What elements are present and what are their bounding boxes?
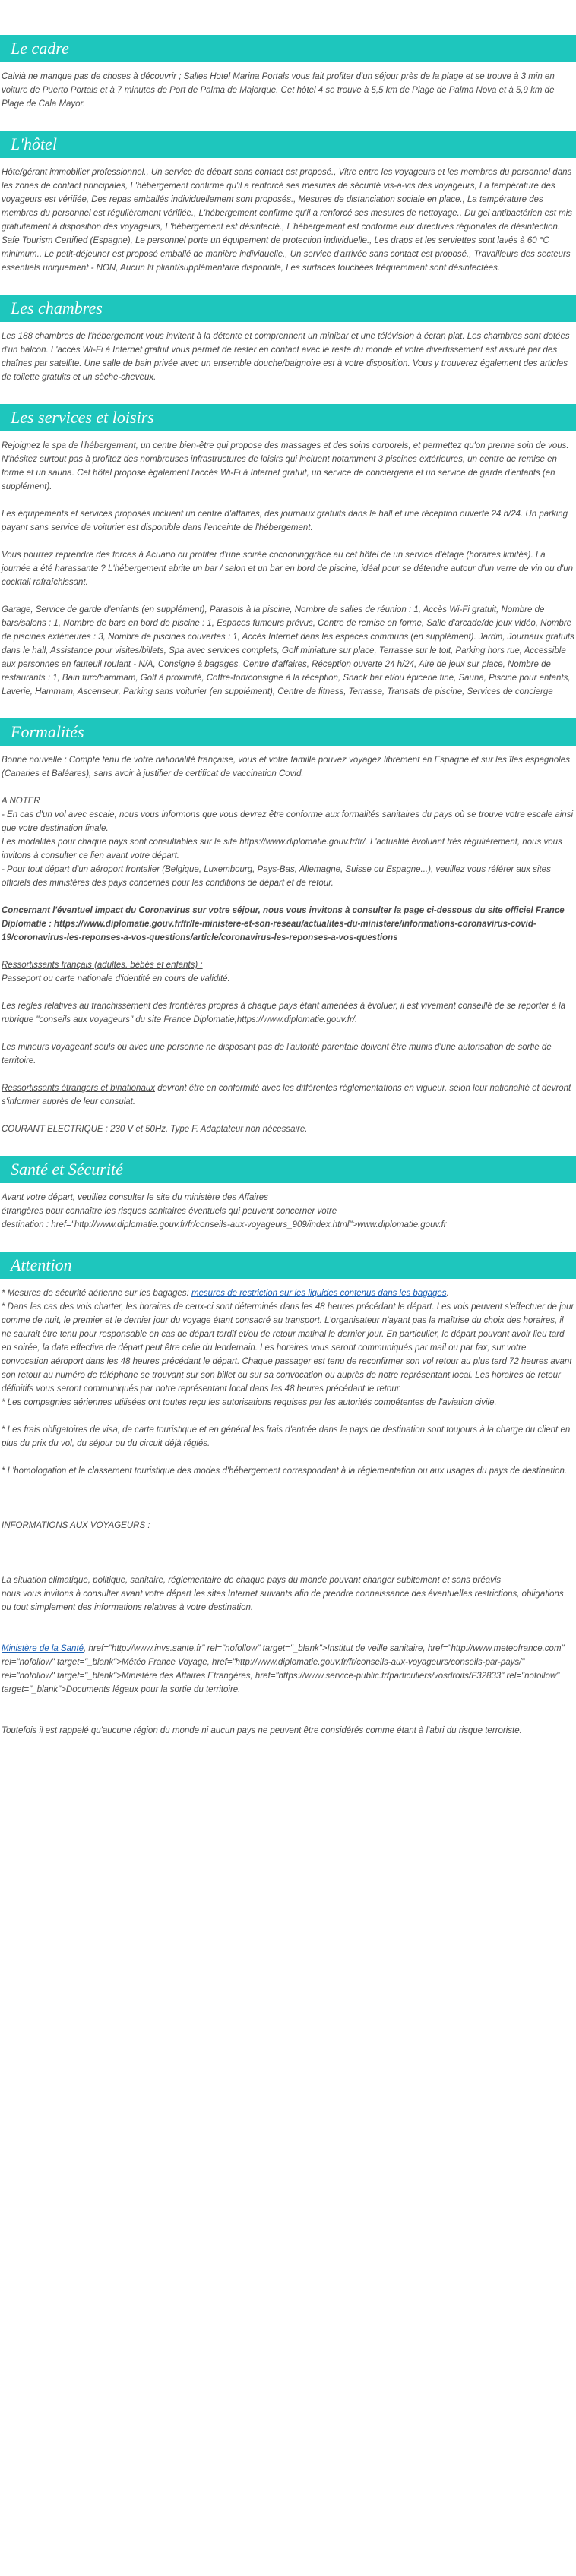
- attention-final-text: Toutefois il est rappelé qu'aucune région du monde ni aucun pays ne peuvent être considérés comme étant à l'abri du risque terroriste.: [2, 1726, 522, 1735]
- formalites-foreign-heading: Ressortissants étrangers et binationaux: [2, 1084, 155, 1093]
- page: [0, 35, 576, 1766]
- section-services: [0, 404, 576, 699]
- attention-visa-text: * Les frais obligatoires de visa, de carte touristique et en général les frais d'entrée dans le pays de destination sont toujours à la charge du client en plus du prix du vol, du séjour ou du circuit déjà réglés.: [2, 1425, 571, 1448]
- spacer: [2, 1492, 574, 1519]
- liquids-restriction-link[interactable]: mesures de restriction sur les liquides contenus dans les bagages: [191, 1289, 447, 1298]
- attention-airlines-text: * Les compagnies aériennes utilisées ont toutes reçu les autorisations requises par les autorités compétentes de l'aviation civile.: [2, 1398, 497, 1407]
- services-text-3: Vous pourrez reprendre des forces à Acuario ou profiter d'une soirée cocooninggrâce au cet hôtel de un service d'étage (horaires limités). La journée a été harassante ? L'hébergement abrite un bar / salon et un bar en bord de piscine, idéal pour se détendre autour d'un verre de vin ou d'un cocktail rafraîchissant.: [2, 551, 574, 587]
- formalites-border-text: Les règles relatives au franchissement des frontières propres à chaque pays étant amenées à évoluer, il est vivement conseillé de se reporter à la rubrique "conseils aux voyageurs" du site France Diplomatie,https://www.diplomatie.gouv.fr/.: [2, 1002, 566, 1024]
- section-title-hotel: L'hôtel: [0, 131, 576, 158]
- formalites-foreign: [2, 1081, 574, 1109]
- section-title-attention: Attention: [0, 1252, 576, 1279]
- section-hotel: [0, 131, 576, 275]
- section-title-services: Les services et loisirs: [0, 404, 576, 431]
- section-cadre: [0, 35, 576, 111]
- attention-luggage: [2, 1286, 574, 1300]
- attention-info-1: La situation climatique, politique, sanitaire, réglementaire de chaque pays du monde pouvant changer subitement et sans préavis: [2, 1576, 502, 1585]
- section-title-chambres: Les chambres: [0, 295, 576, 322]
- formalites-intro: Bonne nouvelle : Compte tenu de votre nationalité française, vous et votre famille pouvez voyagez librement en Espagne et sur les îles espagnoles (Canaries et Baléares), sans avoir à justifier de certificat de vaccination Covid.: [2, 756, 570, 778]
- formalites-note-2: Les modalités pour chaque pays sont consultables sur le site https://www.diplomatie.gouv.fr/fr/. L'actualité évoluant très régulièrement, nous vous invitons à consulter ce lien avant votre départ.: [2, 838, 562, 860]
- sante-line-2: étrangères pour connaître les risques sanitaires éventuels qui peuvent concerner votre: [2, 1207, 337, 1216]
- section-sante: [0, 1156, 576, 1232]
- hotel-text: Hôte/gérant immobilier professionnel., Un service de départ sans contact est proposé., Vitre entre les voyageurs et les membres du personnel dans les zones de contact principales, L'hébergement confirme qu'il a renforcé ses mesures de sécurité vis-à-vis des voyageurs, La température des voyageurs est vérifiée, Des repas emballés individuellement sont proposés., Mesures de distanciation sociale en place., La température des membres du personnel est régulièrement vérifiée., L'hébergement confirme qu'il a renforcé ses mesures de nettoyage., Du gel antibactérien est mis gratuitement à disposition des voyageurs, L'hébergement est désinfecté., L'hébergement est conforme aux directives régionales de désinfection. Safe Tourism Certified (Espagne), Le personnel porte un équipement de protection individuelle., Les draps et les serviettes sont lavés à 60 °C minimum., Le petit-déjeuner est proposé emballé de manière individuelle., Un service d'arrivée sans contact est proposé., Travailleurs des secteurs essentiels uniquement - NON, Aucun lit pliant/supplémentaire disponible, Les surfaces touchées fréquemment sont désinfectées.: [2, 168, 572, 273]
- formalites-minors-text: Les mineurs voyageant seuls ou avec une personne ne disposant pas de l'autorité parentale doivent être munis d'une autorisation de sortie de territoire.: [2, 1043, 552, 1065]
- chambres-text: Les 188 chambres de l'hébergement vous invitent à la détente et comprennent un minibar et une télévision à écran plat. Les chambres sont dotées d'un balcon. L'accès Wi-Fi à Internet gratuit vous permet de rester en contact avec le reste du monde et votre divertissement est assuré par des chaînes par satellite. Une salle de bain privée avec un ensemble douche/baignoire est à votre disposition. Vous y trouverez également des articles de toilette gratuits et un sèche-cheveux.: [2, 332, 570, 382]
- sante-line-3: destination : href="http://www.diplomatie.gouv.fr/fr/conseils-aux-voyageurs_909/index.html">www.diplomatie.gouv.fr: [2, 1220, 447, 1230]
- formalites-note-title: A NOTER: [2, 797, 40, 806]
- formalites-foreign-text: devront être en conformité avec les différentes réglementations en vigueur, selon leur nationalité et devront s'informer auprès de leur consulat.: [2, 1084, 571, 1106]
- formalites-note-1: - En cas d'un vol avec escale, nous vous informons que vous devrez être conforme aux formalités sanitaires du pays où se trouve votre escale ainsi que votre destination finale.: [2, 810, 573, 833]
- services-text-4: Garage, Service de garde d'enfants (en supplément), Parasols à la piscine, Nombre de salles de réunion : 1, Accès Wi-Fi gratuit, Nombre de bars/salons : 1, Nombre de bars en bord de piscine : 1, Espaces fumeurs prévus, Centre de remise en forme, Salle d'arcade/de jeux vidéo, Nombre de piscines extérieures : 3, Nombre de piscines couvertes : 1, Accès Internet dans les espaces communs (en supplément). Jardin, Journaux gratuits dans le hall, Assistance pour visites/billets, Spa avec services complets, Golf miniature sur place, Terrasse sur le toit, Parking hors rue, Accessible aux personnes en fauteuil roulant - N/A, Consigne à bagages, Centre d'affaires, Réception ouverte 24 h/24, Aire de jeux sur place, Nombre de restaurants : 1, Bain turc/hammam, Golf à proximité, Coffre-fort/consigne à la réception, Snack bar et/ou épicerie fine, Sauna, Piscine pour enfants, Laverie, Hammam, Ascenseur, Parking sans voiturier (en supplément), Centre de fitness, Terrasse, Transats de piscine, Services de concierge: [2, 605, 574, 696]
- formalites-french-heading: Ressortissants français (adultes, bébés et enfants) :: [2, 961, 203, 970]
- attention-info-heading: INFORMATIONS AUX VOYAGEURS :: [2, 1521, 150, 1530]
- section-title-formalites: Formalités: [0, 718, 576, 746]
- attention-luggage-suffix: .: [446, 1289, 449, 1298]
- spacer: [2, 1710, 574, 1724]
- section-attention: [0, 1252, 576, 1738]
- spacer: [2, 1628, 574, 1642]
- section-title-sante: Santé et Sécurité: [0, 1156, 576, 1183]
- attention-charter-text: * Dans les cas des vols charter, les horaires de ceux-ci sont déterminés dans les 48 heures précédant le départ. Les vols peuvent s'effectuer de jour comme de nuit, le premier et le dernier jour du voyage étant consacré au transport. L'organisateur n'ayant pas la maîtrise du choix des horaires, il ne saurait être tenu pour responsable en cas de départ tardif et/ou de retour matinal le dernier jour. En particulier, le départ pouvant avoir lieu tard en soirée, la date effective de départ peut être celle du lendemain. Les horaires vous seront communiqués par mail ou par fax, sur votre convocation aéroport dans les 48 heures précédant le départ. Chaque passager est tenu de reconfirmer son vol retour au plus tard 72 heures avant son retour au numéro de téléphone se trouvant sur son billet ou sur sa convocation ou auprès de notre représentant local. Les horaires de retour définitifs vous seront communiqués par notre représentant local dans les 48 heures précédant le retour.: [2, 1302, 574, 1394]
- formalites-french-text: Passeport ou carte nationale d'identité en cours de validité.: [2, 974, 230, 983]
- sante-line-1: Avant votre départ, veuillez consulter le site du ministère des Affaires: [2, 1193, 268, 1202]
- formalites-current-text: COURANT ELECTRIQUE : 230 V et 50Hz. Type F. Adaptateur non nécessaire.: [2, 1125, 308, 1134]
- section-title-cadre: Le cadre: [0, 35, 576, 62]
- services-text-1: Rejoignez le spa de l'hébergement, un centre bien-être qui propose des massages et des soins corporels, et permettez qu'on prenne soin de vous. N'hésitez surtout pas à profitez des nombreuses infrastructures de loisirs qui incluent notamment 3 piscines extérieures, un centre de remise en forme et un sauna. Cet hôtel propose également l'accès Wi-Fi à Internet gratuit, un service de conciergerie et un service de garde d'enfants (en supplément).: [2, 441, 569, 491]
- attention-links-text: , href="http://www.invs.sante.fr" rel="nofollow" target="_blank">Institut de veille sanitaire, href="http://www.meteofrance.com" rel="nofollow" target="_blank">Météo France Voyage, href="http://www.diplomatie.gouv.fr/fr/conseils-aux-voyageurs/conseils-par-pays/" rel="nofollow" target="_blank">Ministère des Affaires Etrangères, href="https://www.service-public.fr/particuliers/vosdroits/F32833" rel="nofollow" target="_blank">Documents légaux pour la sortie du territoire.: [2, 1644, 565, 1694]
- cadre-text: Calvià ne manque pas de choses à découvrir ; Salles Hotel Marina Portals vous fait profiter d'un séjour près de la plage et se trouve à 3 min en voiture de Puerto Portals et à 7 minutes de Port de Palma de Majorque. Cet hôtel 4 se trouve à 5,5 km de Plage de Palma Nova et à 5,9 km de Plage de Cala Mayor.: [2, 72, 555, 109]
- attention-info-2: nous vous invitons à consulter avant votre départ les sites Internet suivants afin de prendre connaissance des éventuelles restrictions, obligations ou tout simplement des informations relatives à votre destination.: [2, 1589, 564, 1612]
- formalites-coronavirus-text: Concernant l'éventuel impact du Coronavirus sur votre séjour, nous vous invitons à consulter la page ci-dessous du site officiel France Diplomatie : https://www.diplomatie.gouv.fr/fr/le-ministere-et-son-reseau/actualites-du-ministere/informations-coronavirus-covid-19/coronavirus-les-reponses-a-vos-questions/article/coronavirus-les-reponses-a-vos-questions: [2, 906, 565, 942]
- section-formalites: [0, 718, 576, 1136]
- spacer: [2, 1546, 574, 1574]
- services-text-2: Les équipements et services proposés incluent un centre d'affaires, des journaux gratuits dans le hall et une réception ouverte 24 h/24. Un parking payant sans service de voiturier est disponible dans l'enceinte de l'hébergement.: [2, 510, 568, 532]
- section-chambres: [0, 295, 576, 384]
- ministry-health-link[interactable]: Ministère de la Santé: [2, 1644, 84, 1653]
- attention-classification-text: * L'homologation et le classement touristique des modes d'hébergement correspondent à la réglementation ou aux usages du pays de destination.: [2, 1466, 568, 1476]
- formalites-note-3: - Pour tout départ d'un aéroport frontalier (Belgique, Luxembourg, Pays-Bas, Allemagne, Suisse ou Espagne...), veuillez vous référer aux sites officiels des ministères des pays concernés pour les conditions de départ et de retour.: [2, 865, 551, 888]
- attention-links: [2, 1642, 574, 1697]
- attention-luggage-prefix: * Mesures de sécurité aérienne sur les bagages:: [2, 1289, 191, 1298]
